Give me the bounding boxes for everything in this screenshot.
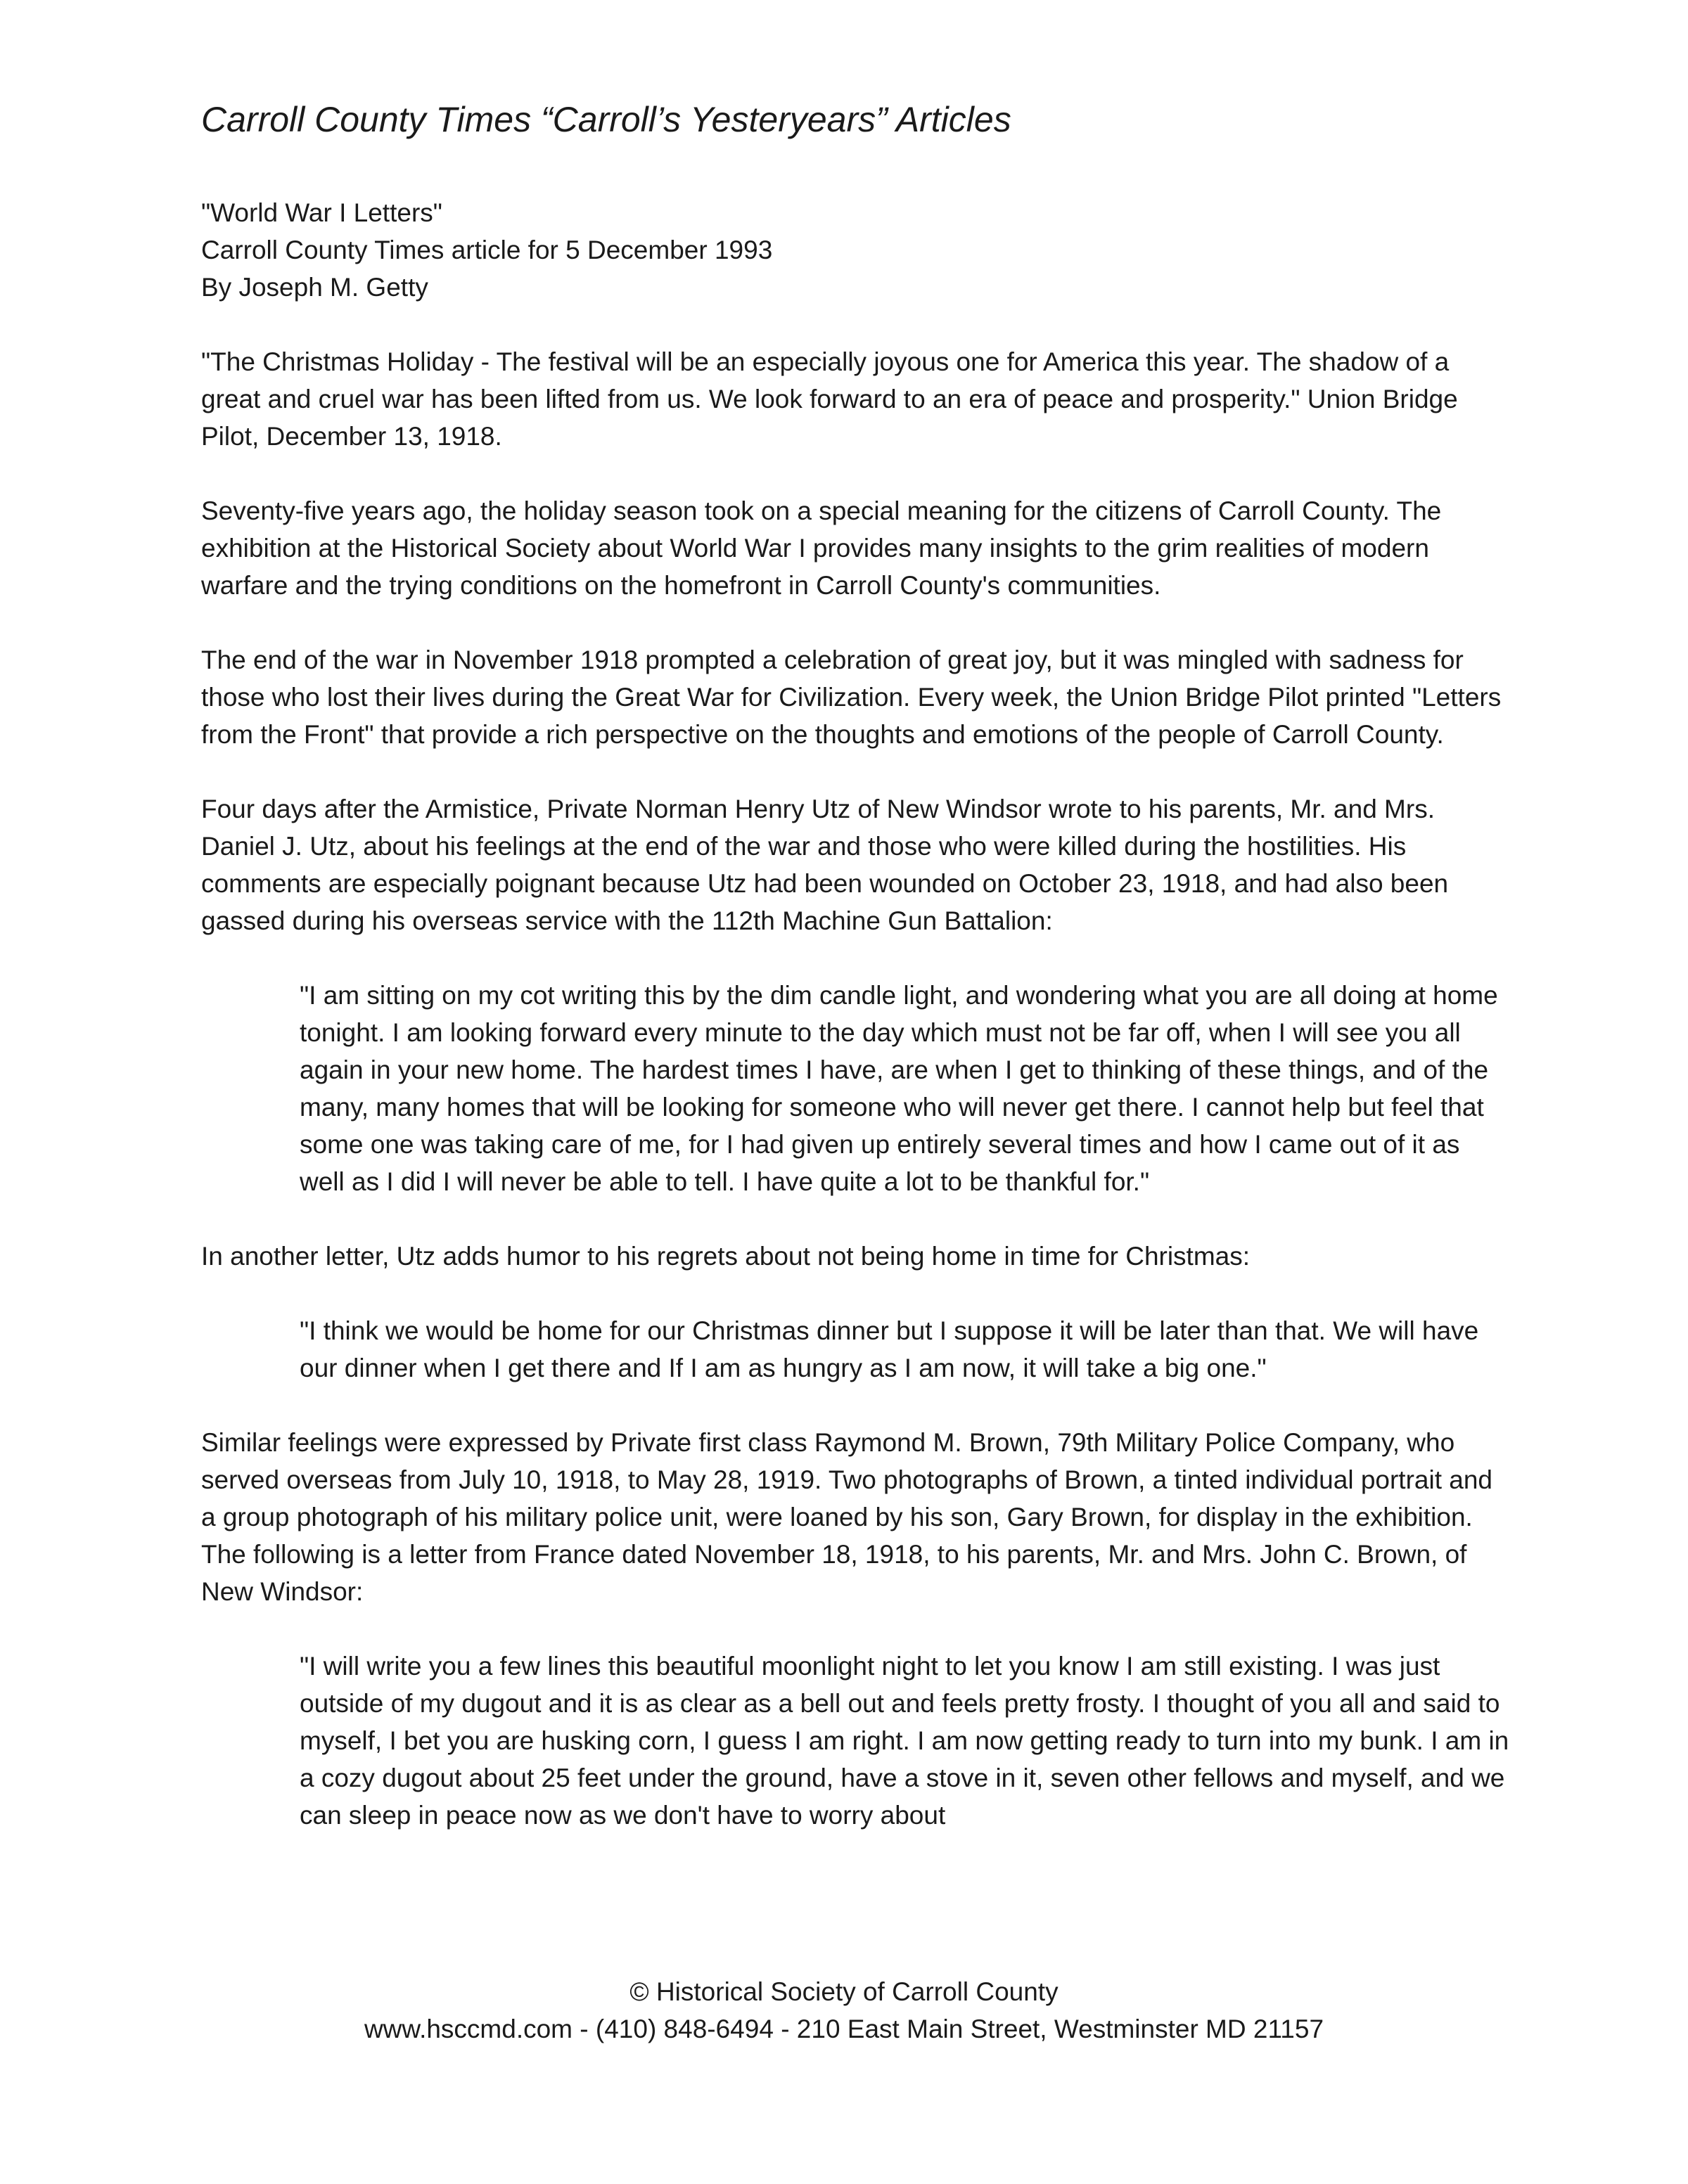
paragraph-3: The end of the war in November 1918 prompted a celebration of great joy, but it was mingled with sadness for those who lost their lives during the Great War for Civilization. Every week, the Union Bridge Pilot printed "Letters from the Front" that provide a rich perspective on the thoughts and emotions of the people of Carroll County. xyxy=(201,645,1502,749)
article-title: "World War I Letters" xyxy=(201,198,442,227)
paragraph-4: Four days after the Armistice, Private Norman Henry Utz of New Windsor wrote to his parents, Mr. and Mrs. Daniel J. Utz, about his feelings at the end of the war and those who were killed during the hostilities. His comments are especially poignant because Utz had been wounded on October 23, 1918, and had also been gassed during his overseas service with the 112th Machine Gun Battalion: xyxy=(201,795,1449,935)
paragraph-6: Similar feelings were expressed by Private first class Raymond M. Brown, 79th Military Police Company, who served overseas from July 10, 1918, to May 28, 1919. Two photographs of Brown, a tinted individual portrait and a group photograph of his military police unit, were loaned by his son, Gary Brown, for display in the exhibition. The following is a letter from France dated November 18, 1918, to his parents, Mr. and Mrs. John C. Brown, of New Windsor: xyxy=(201,1428,1492,1606)
footer-copyright: © Historical Society of Carroll County xyxy=(629,1977,1059,2006)
page-header-title: Carroll County Times “Carroll’s Yesteryears” Articles xyxy=(201,100,1011,139)
article-subtitle: Carroll County Times article for 5 December 1993 xyxy=(201,236,773,264)
page-footer xyxy=(0,1973,1688,2048)
article-byline: By Joseph M. Getty xyxy=(201,273,428,302)
paragraph-1: "The Christmas Holiday - The festival will be an especially joyous one for America this year. The shadow of a great and cruel war has been lifted from us. We look forward to an era of peace and prosperity." Union Bridge Pilot, December 13, 1918. xyxy=(201,347,1458,451)
document-page xyxy=(201,98,1509,1871)
paragraph-2: Seventy-five years ago, the holiday season took on a special meaning for the citizens of Carroll County. The exhibition at the Historical Society about World War I provides many insights to the grim realities of modern warfare and the trying conditions on the homefront in Carroll County's communities. xyxy=(201,496,1442,600)
paragraph-5: In another letter, Utz adds humor to his regrets about not being home in time for Christmas: xyxy=(201,1242,1251,1271)
article-meta xyxy=(201,194,1509,306)
quote-1: "I am sitting on my cot writing this by the dim candle light, and wondering what you are all doing at home tonight. I am looking forward every minute to the day which must not be far off, when I will see you all again in your new home. The hardest times I have, are when I get to thinking of these things, and of the many, many homes that will be looking for someone who will never get there. I cannot help but feel that some one was taking care of me, for I had given up entirely several times and how I came out of it as well as I did I will never be able to tell. I have quite a lot to be thankful for." xyxy=(300,981,1498,1196)
footer-contact: www.hsccmd.com - (410) 848-6494 - 210 East Main Street, Westminster MD 21157 xyxy=(364,2015,1324,2043)
quote-3: "I will write you a few lines this beautiful moonlight night to let you know I am still existing. I was just outside of my dugout and it is as clear as a bell out and feels pretty frosty. I thought of you all and said to myself, I bet you are husking corn, I guess I am right. I am now getting ready to turn into my bunk. I am in a cozy dugout about 25 feet under the ground, have a stove in it, seven other fellows and myself, and we can sleep in peace now as we don't have to worry about xyxy=(300,1652,1509,1830)
quote-2: "I think we would be home for our Christmas dinner but I suppose it will be later than that. We will have our dinner when I get there and If I am as hungry as I am now, it will take a big one." xyxy=(300,1316,1479,1382)
